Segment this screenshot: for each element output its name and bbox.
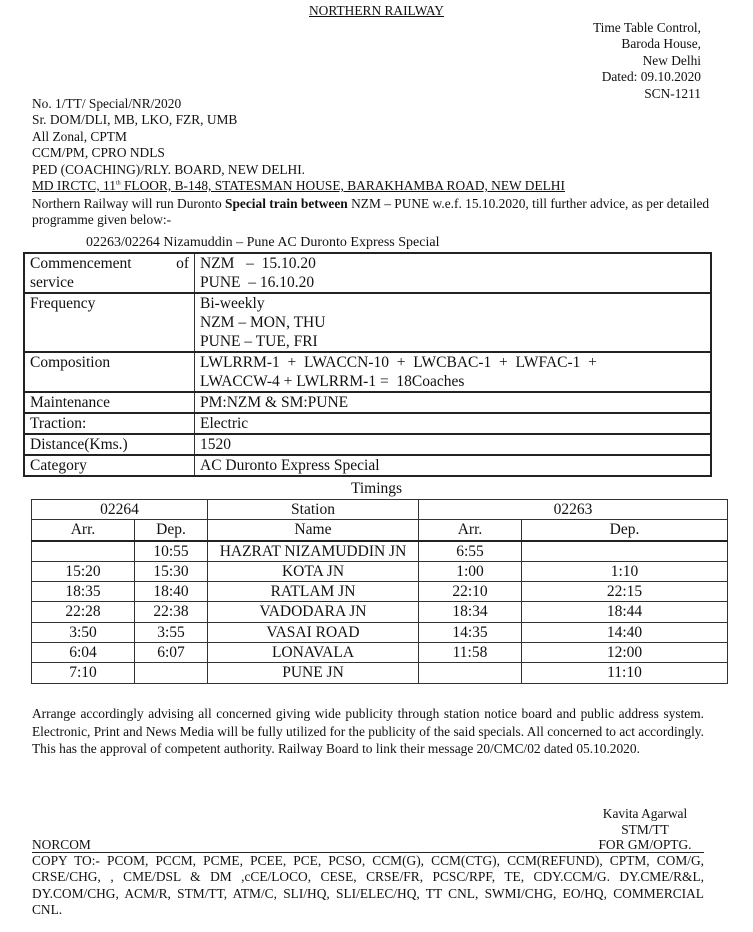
signatory-name: Kavita Agarwal xyxy=(602,806,688,821)
signatory-designation: STM/TT xyxy=(621,821,669,837)
dep-cell: 18:44 xyxy=(522,602,728,622)
advice-paragraph: Arrange accordingly advising all concerned giving wide publicity through station notice board and public address system. Electronic, Print and News Media will be fully utilized for the publicity of the said specials. All concerned to act accordingly. This has the approval of competent authority. Railway Board to link their message 20/CMC/02 dated 05.10.2020. xyxy=(32,706,704,756)
table-row xyxy=(32,541,728,562)
value-line: NZM – 15.10.20 xyxy=(200,255,316,272)
details-row xyxy=(24,413,711,434)
arr-header: Arr. xyxy=(32,520,135,541)
dep-header: Dep. xyxy=(135,520,208,541)
details-key: Category xyxy=(24,455,195,476)
arr-cell: 6:04 xyxy=(32,643,135,663)
dep-cell: 12:00 xyxy=(522,643,728,663)
dep-cell: 22:15 xyxy=(522,582,728,602)
signature-block xyxy=(585,806,705,853)
train-title: 02263/02264 Nizamuddin – Pune AC Duronto Express Special xyxy=(86,235,440,250)
intro-text: NZM – PUNE w.e.f. 15.10.2020, till further advice, as per detailed programme given below:- xyxy=(32,196,710,228)
recipient-line: Sr. DOM/DLI, MB, LKO, FZR, UMB xyxy=(32,112,238,128)
details-row xyxy=(24,293,711,352)
details-value: Electric xyxy=(195,413,712,434)
arr-cell: 22:28 xyxy=(32,602,135,622)
arr-cell: 1:00 xyxy=(419,561,522,581)
station-cell: HAZRAT NIZAMUDDIN JN xyxy=(208,541,419,562)
details-row xyxy=(24,392,711,413)
table-row xyxy=(32,582,728,602)
value-line: Bi-weekly xyxy=(200,295,265,312)
name-header: Name xyxy=(208,520,419,541)
station-header: Station xyxy=(208,500,419,520)
office-line: Baroda House, xyxy=(621,36,701,52)
timings-table xyxy=(31,499,728,684)
dep-cell: 11:10 xyxy=(522,663,728,683)
recipient-line: CCM/PM, CPRO NDLS xyxy=(32,145,165,161)
dep-cell xyxy=(522,541,728,562)
irctc-text: FLOOR, B-148, STATESMAN HOUSE, BARAKHAMBA ROAD, NEW DELHI xyxy=(120,178,565,194)
dep-cell: 1:10 xyxy=(522,561,728,581)
intro-paragraph xyxy=(32,196,712,229)
details-key: Composition xyxy=(24,352,195,392)
details-row xyxy=(24,253,711,293)
details-value xyxy=(195,253,712,293)
details-value xyxy=(195,293,712,352)
details-key: Traction: xyxy=(24,413,195,434)
signatory-for: FOR GM/OPTG. xyxy=(598,837,692,852)
arr-cell: 18:34 xyxy=(419,602,522,622)
table-row xyxy=(32,622,728,642)
dep-cell: 18:40 xyxy=(135,582,208,602)
arr-cell: 7:10 xyxy=(32,663,135,683)
value-line: PUNE – TUE, FRI xyxy=(200,333,318,350)
arr-cell xyxy=(419,663,522,683)
train-up-header: 02263 xyxy=(419,500,728,520)
details-value: PM:NZM & SM:PUNE xyxy=(195,392,712,413)
irctc-recipient-line xyxy=(32,178,565,194)
timings-header-row xyxy=(32,500,728,520)
norcom-label: NORCOM xyxy=(32,837,91,852)
station-cell: KOTA JN xyxy=(208,561,419,581)
dep-cell: 15:30 xyxy=(135,561,208,581)
letter-number: No. 1/TT/ Special/NR/2020 xyxy=(32,96,182,111)
details-value xyxy=(195,352,712,392)
timings-heading: Timings xyxy=(350,480,403,497)
details-row xyxy=(24,352,711,392)
intro-bold-text: Special train between xyxy=(225,196,348,211)
station-cell: VASAI ROAD xyxy=(208,622,419,642)
irctc-text: MD IRCTC, 11 xyxy=(32,178,116,194)
timings-subheader-row xyxy=(32,520,728,541)
value-line: PUNE – 16.10.20 xyxy=(200,274,315,291)
intro-text: Northern Railway will run Duronto xyxy=(32,196,226,211)
ordinal-suffix: th xyxy=(115,180,121,187)
arr-cell: 6:55 xyxy=(419,541,522,562)
table-row xyxy=(32,561,728,581)
dep-cell: 14:40 xyxy=(522,622,728,642)
arr-cell xyxy=(32,541,135,562)
dep-cell: 22:38 xyxy=(135,602,208,622)
details-value: AC Duronto Express Special xyxy=(195,455,712,476)
recipient-line: All Zonal, CPTM xyxy=(32,128,127,144)
dep-cell xyxy=(135,663,208,683)
table-row xyxy=(32,602,728,622)
details-key: Frequency xyxy=(24,293,195,352)
details-key: Distance(Kms.) xyxy=(24,434,195,455)
details-row xyxy=(24,434,711,455)
value-line: NZM – MON, THU xyxy=(200,314,326,331)
arr-cell: 22:10 xyxy=(419,582,522,602)
train-details-table xyxy=(23,252,712,477)
office-line: New Delhi xyxy=(642,52,701,68)
recipient-block xyxy=(32,96,565,194)
train-down-header: 02264 xyxy=(32,500,208,520)
table-row xyxy=(32,663,728,683)
arr-header: Arr. xyxy=(419,520,522,541)
arr-cell: 14:35 xyxy=(419,622,522,642)
dep-cell: 3:55 xyxy=(135,622,208,642)
value-line: LWLRRM-1 + LWACCN-10 + LWCBAC-1 + LWFAC-1 + xyxy=(200,354,597,371)
arr-cell: 15:20 xyxy=(32,561,135,581)
date-line: Dated: 09.10.2020 xyxy=(601,69,701,85)
station-cell: RATLAM JN xyxy=(208,582,419,602)
dep-header: Dep. xyxy=(522,520,728,541)
value-line: LWACCW-4 + LWLRRM-1 = 18Coaches xyxy=(200,373,465,390)
dep-cell: 10:55 xyxy=(135,541,208,562)
details-key: Commencement of service xyxy=(24,253,195,293)
station-cell: PUNE JN xyxy=(208,663,419,683)
recipient-line: PED (COACHING)/RLY. BOARD, NEW DELHI. xyxy=(32,161,306,177)
arr-cell: 3:50 xyxy=(32,622,135,642)
copy-to-list: COPY TO:- PCOM, PCCM, PCME, PCEE, PCE, PCSO, CCM(G), CCM(CTG), CCM(REFUND), CPTM, COM/G, CRSE/CHG, , CME/DSL & DM ,cCE/LOCO, CESE, CRSE/FR, PCSC/RPF, TE, CDY.CCM/G. DY.CME/R&L, DY.COM/CHG, ACM/R, STM/TT, ATM/C, SLI/HQ, SLI/ELEC/HQ, TT CNL, SWMI/CHG, EO/HQ, COMMERCIAL CNL. xyxy=(32,853,704,917)
details-row xyxy=(24,455,711,476)
arr-cell: 11:58 xyxy=(419,643,522,663)
scn-line: SCN-1211 xyxy=(644,85,701,101)
document-title: NORTHERN RAILWAY xyxy=(309,3,444,18)
table-row xyxy=(32,643,728,663)
office-address xyxy=(593,20,701,102)
office-line: Time Table Control, xyxy=(592,20,701,35)
dep-cell: 6:07 xyxy=(135,643,208,663)
details-key: Maintenance xyxy=(24,392,195,413)
station-cell: LONAVALA xyxy=(208,643,419,663)
details-value: 1520 xyxy=(195,434,712,455)
arr-cell: 18:35 xyxy=(32,582,135,602)
station-cell: VADODARA JN xyxy=(208,602,419,622)
